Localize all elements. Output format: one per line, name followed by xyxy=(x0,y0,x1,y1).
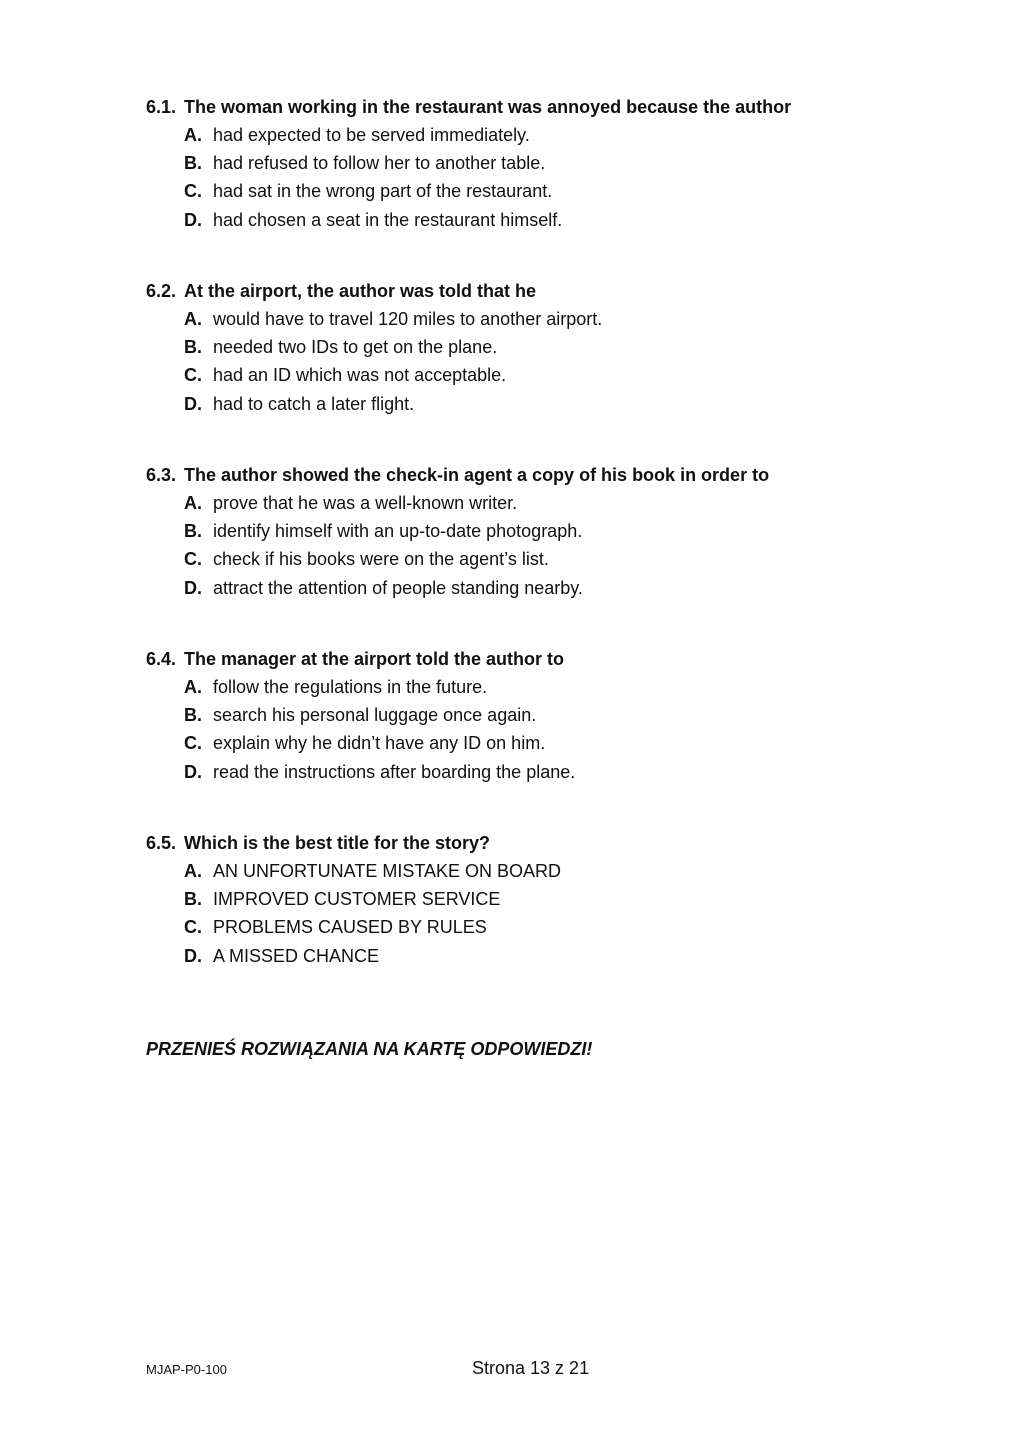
question-stem xyxy=(146,645,906,673)
question-6-5 xyxy=(146,829,906,970)
option-a xyxy=(146,857,906,885)
question-text: The manager at the airport told the author to xyxy=(184,649,565,669)
option-letter: B. xyxy=(184,521,202,542)
option-list xyxy=(146,305,906,418)
transfer-answers-instruction: PRZENIEŚ ROZWIĄZANIA NA KARTĘ ODPOWIEDZI! xyxy=(146,1039,593,1059)
option-text: IMPROVED CUSTOMER SERVICE xyxy=(213,889,501,910)
option-letter: C. xyxy=(184,917,202,938)
question-text: The author showed the check-in agent a copy of his book in order to xyxy=(184,465,770,485)
option-c xyxy=(146,361,906,389)
option-b xyxy=(146,885,906,913)
option-a xyxy=(146,673,906,701)
option-letter: B. xyxy=(184,153,202,174)
question-text: At the airport, the author was told that he xyxy=(184,281,537,301)
option-list xyxy=(146,673,906,786)
option-c xyxy=(146,913,906,941)
option-d xyxy=(146,206,906,234)
option-letter: D. xyxy=(184,577,202,598)
question-6-3 xyxy=(146,461,906,602)
option-text: had expected to be served immediately. xyxy=(213,125,530,145)
option-letter: A. xyxy=(184,861,202,881)
option-list xyxy=(146,121,906,234)
question-number: 6.2. xyxy=(146,281,177,301)
option-text: had sat in the wrong part of the restaurant. xyxy=(213,181,553,202)
question-number: 6.1. xyxy=(146,97,177,117)
option-text: attract the attention of people standing nearby. xyxy=(213,577,583,598)
question-stem xyxy=(146,277,906,305)
option-b xyxy=(146,701,906,729)
option-letter: B. xyxy=(184,337,202,358)
option-text: search his personal luggage once again. xyxy=(213,705,537,726)
option-letter: D. xyxy=(184,393,202,414)
option-list xyxy=(146,489,906,602)
option-d xyxy=(146,758,906,786)
option-text: check if his books were on the agent’s list. xyxy=(213,549,549,570)
option-c xyxy=(146,177,906,205)
option-d xyxy=(146,390,906,418)
option-b xyxy=(146,149,906,177)
question-6-1 xyxy=(146,93,906,234)
option-letter: C. xyxy=(184,181,202,202)
option-text: had to catch a later flight. xyxy=(213,393,415,414)
option-letter: A. xyxy=(184,677,202,697)
question-number: 6.4. xyxy=(146,649,177,669)
question-stem xyxy=(146,461,906,489)
question-stem xyxy=(146,93,906,121)
option-letter: B. xyxy=(184,889,202,910)
question-stem xyxy=(146,829,906,857)
option-text: explain why he didn’t have any ID on him. xyxy=(213,733,546,754)
option-letter: C. xyxy=(184,365,202,386)
option-text: prove that he was a well-known writer. xyxy=(213,493,518,513)
option-text: identify himself with an up-to-date photograph. xyxy=(213,521,583,542)
option-letter: D. xyxy=(184,209,202,230)
option-text: A MISSED CHANCE xyxy=(213,945,380,966)
question-6-2 xyxy=(146,277,906,418)
option-letter: A. xyxy=(184,309,202,329)
question-6-4 xyxy=(146,645,906,786)
option-letter: D. xyxy=(184,945,202,966)
option-c xyxy=(146,729,906,757)
exam-code: MJAP-P0-100 xyxy=(146,1362,227,1377)
option-text: had refused to follow her to another table. xyxy=(213,153,546,174)
option-text: needed two IDs to get on the plane. xyxy=(213,337,498,358)
option-letter: D. xyxy=(184,761,202,782)
option-letter: C. xyxy=(184,733,202,754)
option-b xyxy=(146,333,906,361)
option-list xyxy=(146,857,906,970)
option-letter: A. xyxy=(184,125,202,145)
option-text: had chosen a seat in the restaurant himself. xyxy=(213,209,563,230)
option-d xyxy=(146,574,906,602)
option-text: follow the regulations in the future. xyxy=(213,677,488,697)
option-text: PROBLEMS CAUSED BY RULES xyxy=(213,917,487,938)
option-c xyxy=(146,545,906,573)
page-number: Strona 13 z 21 xyxy=(472,1358,590,1378)
question-number: 6.3. xyxy=(146,465,177,485)
option-text: would have to travel 120 miles to another airport. xyxy=(213,309,603,329)
option-a xyxy=(146,305,906,333)
option-d xyxy=(146,942,906,970)
option-b xyxy=(146,517,906,545)
option-letter: A. xyxy=(184,493,202,513)
question-text: The woman working in the restaurant was annoyed because the author xyxy=(184,97,792,117)
option-text: AN UNFORTUNATE MISTAKE ON BOARD xyxy=(213,861,562,881)
option-a xyxy=(146,489,906,517)
option-text: had an ID which was not acceptable. xyxy=(213,365,507,386)
option-a xyxy=(146,121,906,149)
option-letter: B. xyxy=(184,705,202,726)
question-text: Which is the best title for the story? xyxy=(184,833,491,853)
option-letter: C. xyxy=(184,549,202,570)
question-number: 6.5. xyxy=(146,833,177,853)
option-text: read the instructions after boarding the plane. xyxy=(213,761,576,782)
